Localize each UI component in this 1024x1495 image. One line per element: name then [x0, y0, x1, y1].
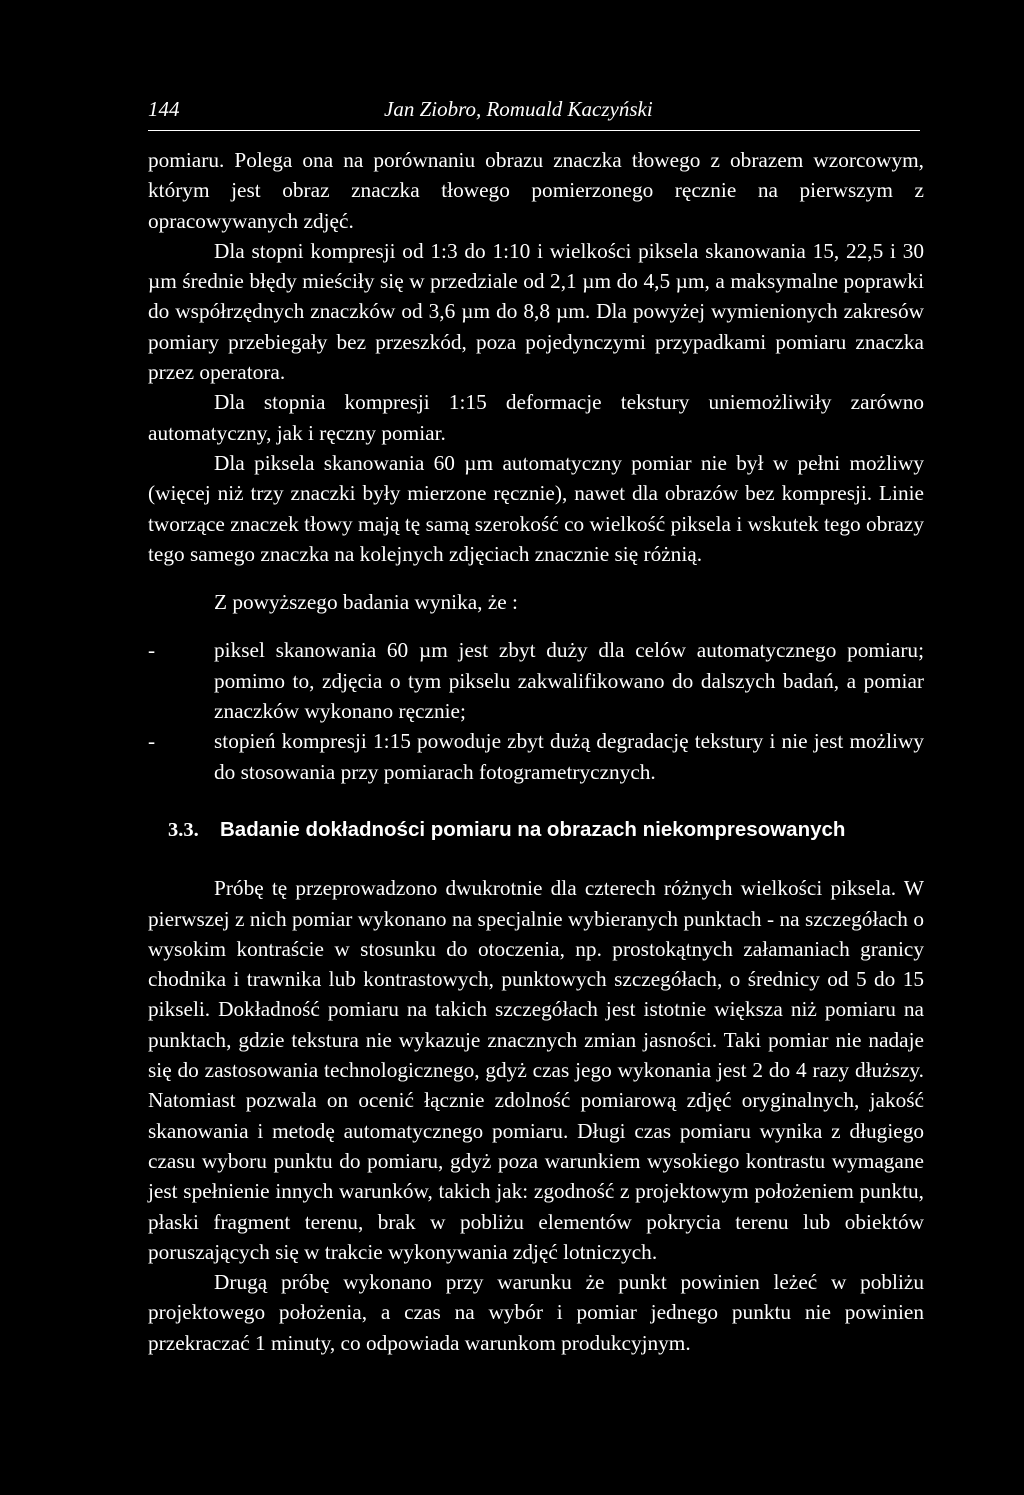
paragraph-conclusion-intro: Z powyższego badania wynika, że : [214, 590, 518, 615]
section-number: 3.3. [168, 818, 199, 841]
paragraph-second-test: Drugą próbę wykonano przy warunku że punkt powinien leżeć w pobliżu projektowego położenia, a czas na wybór i pomiar jednego punktu nie powinien przekraczać 1 minuty, co odpowiada warunkom produkcyjnym. [148, 1270, 924, 1355]
conclusion-list [148, 635, 924, 786]
body-text [148, 145, 924, 1358]
paragraph-compression-1-15: Dla stopnia kompresji 1:15 deformacje tekstury uniemożliwiły zarówno automatyczny, jak i ręczny pomiar. [148, 390, 924, 445]
list-item [148, 726, 924, 787]
header-rule [148, 130, 920, 131]
section-heading [148, 815, 924, 845]
paragraph-pixel-60: Dla piksela skanowania 60 µm automatyczny pomiar nie był w pełni możliwy (więcej niż trzy znaczki były mierzone ręcznie), nawet dla obrazów bez kompresji. Linie tworzące znaczek tłowy mają tę samą szerokość co wielkość piksela i wskutek tego obrazy tego samego znaczka na kolejnych zdjęciach znacznie się różnią. [148, 450, 924, 566]
list-item-text: stopień kompresji 1:15 powoduje zbyt dużą degradację tekstury i nie jest możliwy do stosowania przy pomiarach fotogrametrycznych. [214, 729, 924, 784]
paragraph-first-test: Próbę tę przeprowadzono dwukrotnie dla czterech różnych wielkości piksela. W pierwszej z nich pomiar wykonano na specjalnie wybieranych punktach - na szczegółach o wysokim kontraście w stosunku do otoczenia, np. prostokątnych załamaniach granicy chodnika i trawnika lub kontrastowych, punktowych szczegółach, o średnicy od 5 do 15 pikseli. Dokładność pomiaru na takich szczegółach jest istotnie większa niż pomiaru na punktach, gdzie tekstura nie wykazuje znacznych zmian jasności. Taki pomiar nie nadaje się do zastosowania technologicznego, gdyż czas jego wykonania jest 2 do 4 razy dłuższy. Natomiast pozwala on ocenić łącznie zdolność pomiarową zdjęć oryginalnych, jakość skanowania i metodę automatycznego pomiaru. Długi czas pomiaru wynika z długiego czasu wyboru punktu do pomiaru, gdyż poza warunkiem wysokiego kontrastu wymagane jest spełnienie innych warunków, takich jak: zgodność z projektowym położeniem punktu, płaski fragment terenu, brak w pobliżu elementów pokrycia terenu lub obiektów poruszających się w trakcie wykonywania zdjęć lotniczych. [148, 876, 924, 1264]
list-dash: - [148, 638, 156, 663]
header-authors: Jan Ziobro, Romuald Kaczyński [384, 97, 653, 121]
section-title: Badanie dokładności pomiaru na obrazach niekompresowanych [220, 817, 846, 841]
list-item-text: piksel skanowania 60 µm jest zbyt duży dla celów automatycznego pomiaru; pomimo to, zdjęcia o tym pikselu zakwalifikowano do dalszych badań, a pomiar znaczków wykonano ręcznie; [214, 638, 924, 724]
running-header [148, 97, 920, 125]
paragraph-continued: pomiaru. Polega ona na porównaniu obrazu znaczka tłowego z obrazem wzorcowym, którym jest obraz znaczka tłowego pomierzonego ręcznie na pierwszym z opracowywanych zdjęć. [148, 148, 924, 233]
list-item [148, 635, 924, 726]
list-dash: - [148, 729, 156, 754]
page-number: 144 [148, 97, 180, 121]
paragraph-compression-results: Dla stopni kompresji od 1:3 do 1:10 i wielkości piksela skanowania 15, 22,5 i 30 µm średnie błędy mieściły się w przedziale od 2,1 µm do 4,5 µm, a maksymalne poprawki do współrzędnych znaczków od 3,6 µm do 8,8 µm. Dla powyżej wymienionych zakresów pomiary przebiegały bez przeszkód, poza pojedynczymi przypadkami pomiaru znaczka przez operatora. [148, 238, 924, 385]
